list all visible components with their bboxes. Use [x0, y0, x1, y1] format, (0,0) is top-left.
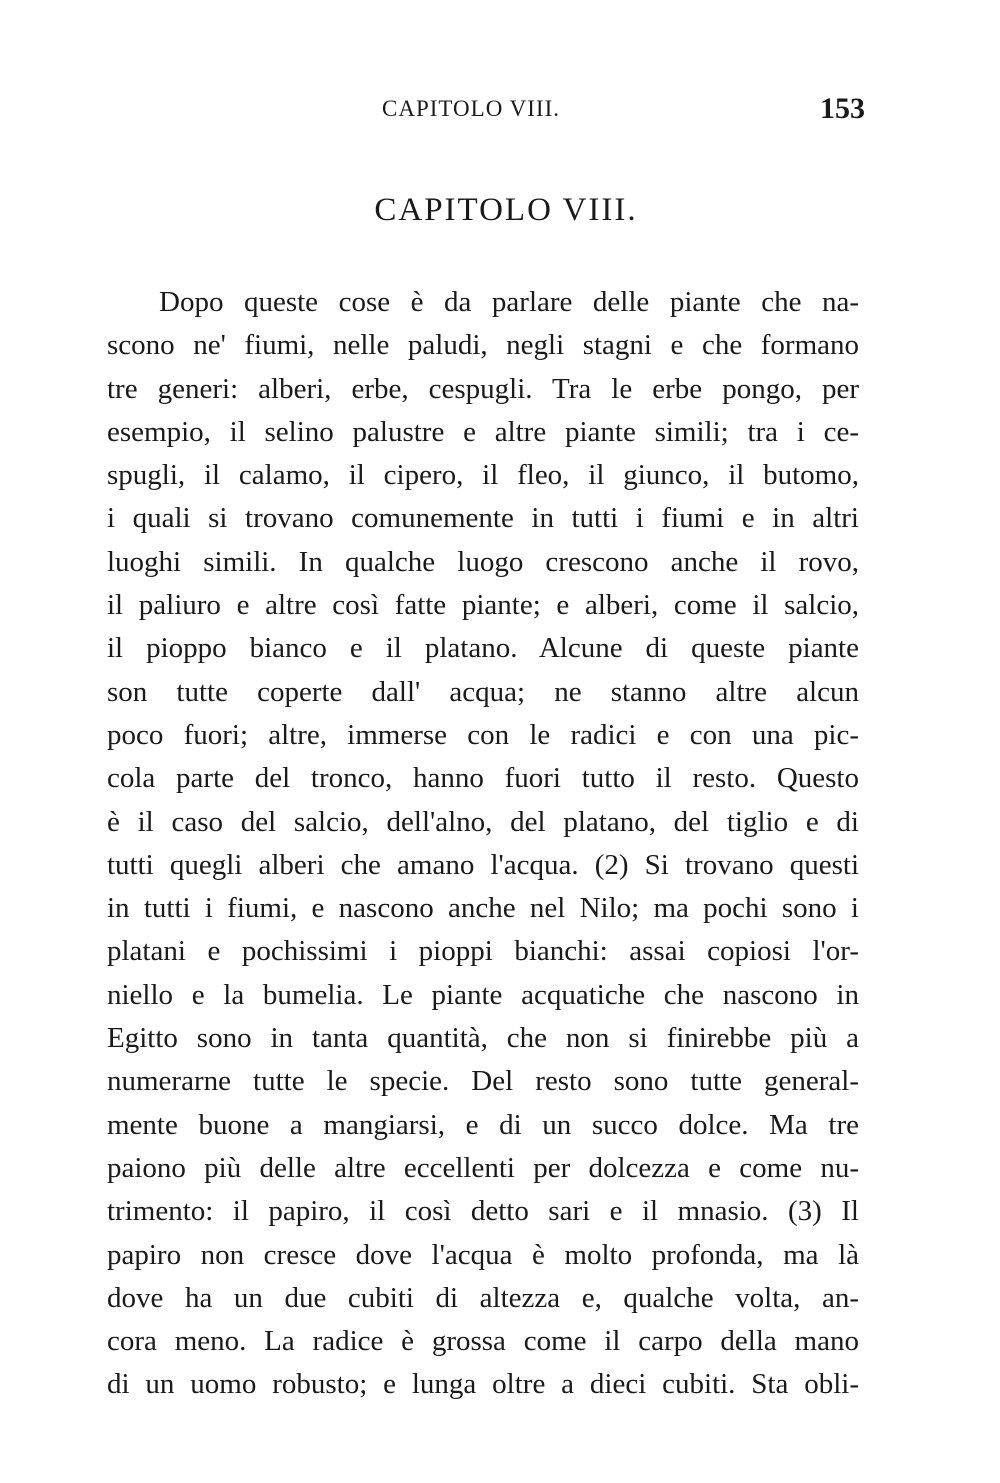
text-line: niello e la bumelia. Le piante acquatiche che nascono in [107, 978, 859, 1011]
text-line: platani e pochissimi i pioppi bianchi: assai copiosi l'or- [107, 935, 859, 968]
text-line: spugli, il calamo, il cipero, il fleo, il giunco, il butomo, [107, 459, 859, 492]
running-head [0, 92, 1000, 136]
chapter-title: CAPITOLO VIII. [374, 192, 638, 228]
text-line: numerarne tutte le specie. Del resto sono tutte general- [107, 1065, 859, 1098]
text-line: Dopo queste cose è da parlare delle piante che na- [159, 286, 859, 318]
text-line: trimento: il papiro, il così detto sari e il mnasio. (3) Il [107, 1195, 859, 1228]
text-line: i quali si trovano comunemente in tutti i fiumi e in altri [107, 502, 859, 535]
text-line: mente buone a mangiarsi, e di un succo dolce. Ma tre [107, 1108, 859, 1141]
text-line: papiro non cresce dove l'acqua è molto profonda, ma là [107, 1238, 859, 1271]
text-line: luoghi simili. In qualche luogo crescono anche il rovo, [107, 545, 859, 578]
text-line: il paliuro e altre così fatte piante; e alberi, come il salcio, [107, 589, 859, 622]
text-line: il pioppo bianco e il platano. Alcune di queste piante [107, 632, 859, 665]
text-line: scono ne' fiumi, nelle paludi, negli stagni e che formano [107, 329, 859, 362]
text-line: in tutti i fiumi, e nascono anche nel Nilo; ma pochi sono i [107, 892, 859, 925]
text-line: poco fuori; altre, immerse con le radici e con una pic- [107, 718, 859, 751]
text-line: tre generi: alberi, erbe, cespugli. Tra le erbe pongo, per [107, 372, 859, 405]
text-line: cora meno. La radice è grossa come il carpo della mano [107, 1325, 859, 1358]
body-text [107, 281, 859, 1407]
page-number: 153 [820, 92, 865, 125]
text-line: Egitto sono in tanta quantità, che non si finirebbe più a [107, 1022, 859, 1055]
running-title: CAPITOLO VIII. [382, 96, 560, 121]
text-line: esempio, il selino palustre e altre piante simili; tra i ce- [107, 415, 859, 448]
text-line: dove ha un due cubiti di altezza e, qualche volta, an- [107, 1281, 859, 1314]
text-line: cola parte del tronco, hanno fuori tutto il resto. Questo [107, 762, 859, 795]
text-line: paiono più delle altre eccellenti per dolcezza e come nu- [107, 1151, 859, 1184]
text-line: di un uomo robusto; e lunga oltre a dieci cubiti. Sta obli- [107, 1368, 859, 1401]
text-line: tutti quegli alberi che amano l'acqua. (2) Si trovano questi [107, 848, 859, 881]
text-line: son tutte coperte dall' acqua; ne stanno altre alcun [107, 675, 859, 708]
text-line: è il caso del salcio, dell'alno, del platano, del tiglio e di [107, 805, 859, 838]
